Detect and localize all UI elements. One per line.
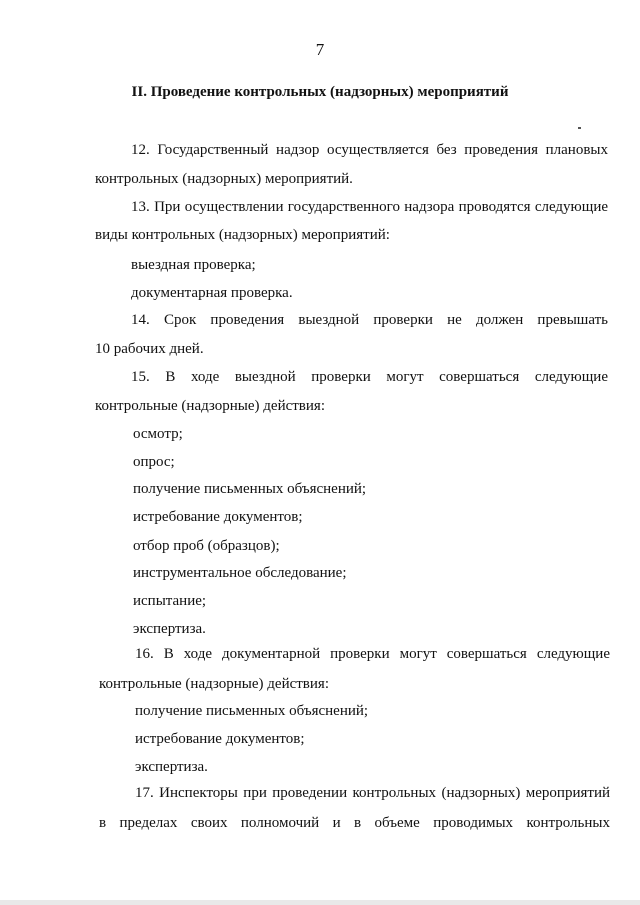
paragraph-12-line-2: контрольных (надзорных) мероприятий. — [95, 171, 353, 187]
paragraph-17-line-1: 17. Инспекторы при проведении контрольных (надзорных) мероприятий — [135, 785, 610, 801]
list-item: документарная проверка. — [131, 285, 293, 301]
paragraph-14-line-1: 14. Срок проведения выездной проверки не должен превышать — [131, 312, 608, 328]
list-item: экспертиза. — [133, 621, 206, 637]
paragraph-15-line-1: 15. В ходе выездной проверки могут совершаться следующие — [131, 369, 608, 385]
paragraph-12-line-1: 12. Государственный надзор осуществляется без проведения плановых — [131, 142, 608, 158]
paragraph-13-line-1: 13. При осуществлении государственного надзора проводятся следующие — [131, 199, 608, 215]
list-item: экспертиза. — [135, 759, 208, 775]
list-item: испытание; — [133, 593, 207, 609]
list-item: выездная проверка; — [131, 257, 256, 273]
list-item: инструментальное обследование; — [133, 565, 347, 581]
list-item: осмотр; — [133, 426, 183, 442]
page-number: 7 — [315, 40, 325, 59]
list-item: истребование документов; — [135, 731, 305, 747]
scan-bottom-edge — [0, 900, 640, 905]
list-item: истребование документов; — [133, 509, 303, 525]
list-item: опрос; — [133, 454, 175, 470]
list-item: отбор проб (образцов); — [133, 538, 280, 554]
list-item: получение письменных объяснений; — [135, 703, 369, 719]
paragraph-13-line-2: виды контрольных (надзорных) мероприятий: — [95, 227, 390, 243]
paragraph-16-line-2: контрольные (надзорные) действия: — [99, 676, 329, 692]
paragraph-14-line-2: 10 рабочих дней. — [95, 341, 204, 357]
paragraph-15-line-2: контрольные (надзорные) действия: — [95, 398, 325, 414]
section-title: II. Проведение контрольных (надзорных) мероприятий — [131, 84, 509, 100]
scan-speck — [578, 127, 581, 129]
paragraph-16-line-1: 16. В ходе документарной проверки могут совершаться следующие — [135, 646, 610, 662]
list-item: получение письменных объяснений; — [133, 481, 367, 497]
paragraph-17-line-2: в пределах своих полномочий и в объеме проводимых контрольных — [99, 815, 610, 831]
